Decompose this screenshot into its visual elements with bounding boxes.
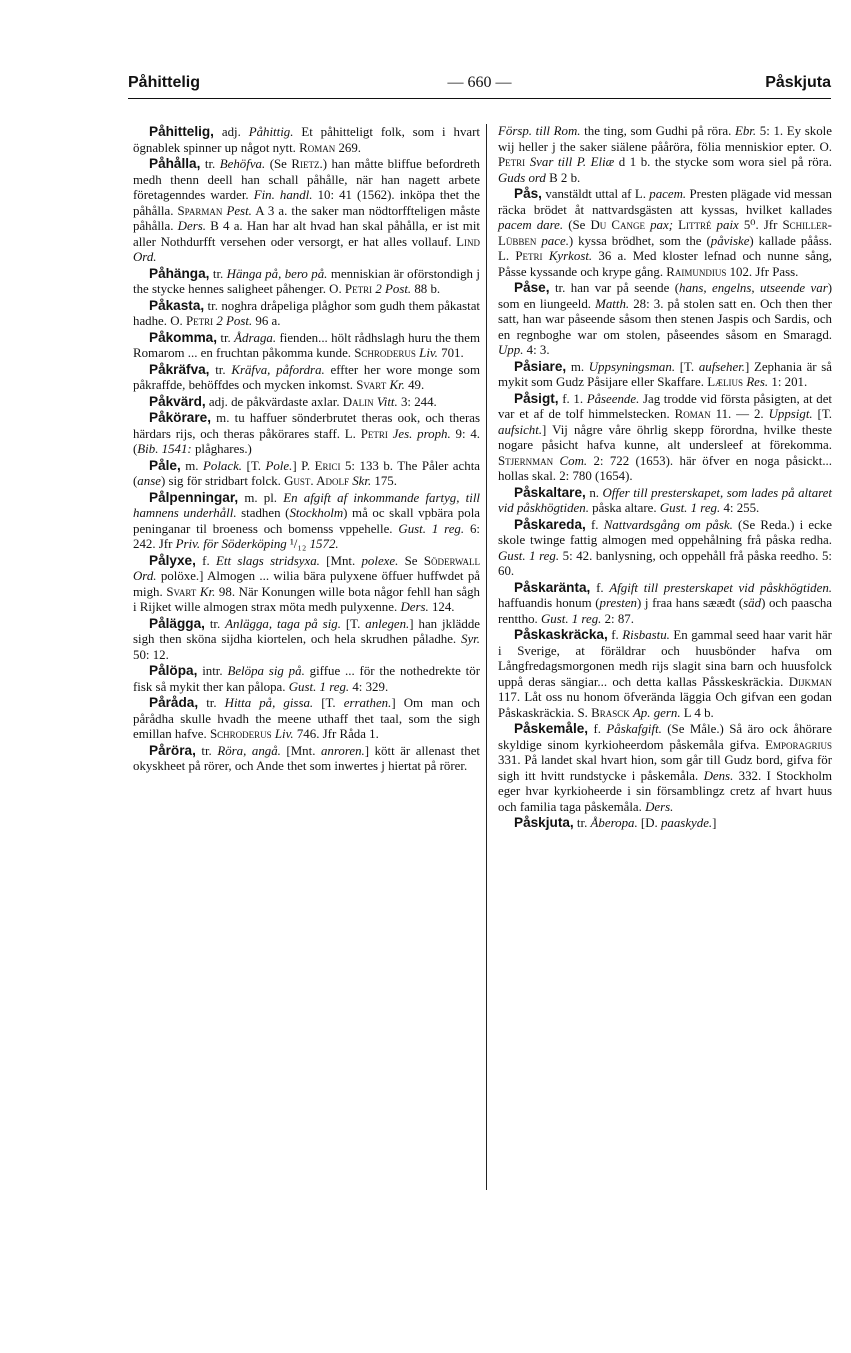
entry-italic-text: Syr. [461, 632, 480, 646]
entry-text: tr. [209, 362, 232, 377]
entry-text: 2: 722 (1653). här öfver en noga påsickt... hollas skal. 2: 780 (1654). [498, 453, 832, 483]
entry-text: f. [590, 580, 610, 595]
entry-text: polöxe.] Almogen ... wilia bära pulyxene öffuer huffwdet på migh. [133, 569, 480, 599]
entry-text: 9: 4. ( [133, 426, 480, 456]
entry-text: 36 a. Med kloster lefnad och nunne sång, Påsse kyssande och krype gång. [498, 249, 832, 279]
entry-text: 2: 87. [601, 611, 634, 626]
entry-text: Jag trodde vid första påsigten, at det var et af de tolf himmelstecken. [498, 391, 832, 421]
entry-author-smallcaps: Schiller-Lübben [498, 218, 832, 248]
entry-text: 4: 329. [349, 679, 389, 694]
entry-text: A 3 a. the saker man nödtorffteligen måste påhålla. [133, 203, 480, 233]
entry-text: 49. [404, 378, 425, 392]
entry-text: effter her wore monge som påkraffde, behöffdes och mycken inkomst. [133, 362, 480, 392]
entry-text: adj. [213, 125, 249, 139]
entry-author-smallcaps: Svart [356, 378, 387, 392]
entry-author-smallcaps: Söderwall [423, 553, 480, 568]
entry-text: the ting, som Gudhi på röra. [580, 124, 735, 138]
entry-headword: Påsiare, [514, 358, 567, 374]
left-column [133, 124, 480, 775]
entry-italic-text: Hänga på, bero på. [226, 266, 328, 281]
entry-italic-text: Polack. [203, 458, 243, 473]
entry-author-smallcaps: Petri [344, 282, 373, 296]
entry-text: [T. [812, 407, 832, 421]
entry-headword: Pålägga, [149, 615, 205, 631]
entry-text: 117. Låt oss nu honom öfverända läggia Och gifvan een godan Påskaskräckia. S. [498, 690, 832, 720]
entry-text: 96 a. [252, 314, 281, 328]
entry-italic-text: Ett slags stridsyxa. [215, 553, 320, 568]
running-head-left-headword: Påhittelig [128, 74, 201, 91]
entry-italic-text: aufsicht. [498, 422, 543, 437]
entry-text: 28: 3. på stolen satt en. Och then ther satt, han war påseende såsom then stenen Jaspis och Sardis, och en regnboghe war om stolen, påseendes såsom en Smaragd. [498, 296, 832, 342]
entry-italic-text: Gust. 1 reg. [398, 521, 465, 536]
entry-italic-text: anlegen. [365, 616, 410, 631]
entry-text: ] P. [292, 458, 315, 473]
entry-text: 102. Jfr Pass. [726, 264, 799, 279]
entry-italic-text: Anlägga, taga på sig. [225, 616, 341, 631]
entry-italic-text: Kr. [199, 584, 216, 599]
entry-italic-text: presten [599, 596, 637, 610]
entry-headword: Påsigt, [514, 390, 559, 406]
entry-italic-text: Liv. [274, 727, 294, 741]
entry-text: 5: 133 b. The Påler achta ( [133, 458, 480, 488]
entry-author-smallcaps: Petri [360, 426, 388, 441]
entry-italic-text: Stockholm [289, 506, 344, 520]
entry-italic-text: errathen. [343, 696, 392, 710]
dictionary-entry [133, 394, 480, 411]
entry-text: tr. [209, 266, 227, 281]
dictionary-entry [498, 721, 832, 815]
entry-text: 124. [428, 600, 455, 614]
entry-text: [T. [340, 616, 366, 631]
entry-italic-text: Ders. [400, 600, 429, 614]
entry-italic-text: Ebr. [734, 124, 757, 138]
entry-italic-text: Nattvardsgång om påsk. [603, 517, 733, 532]
dictionary-entry [498, 815, 832, 832]
entry-text: ) kyssa brödhet, som the ( [568, 233, 711, 248]
entry-italic-text: Påskafgift. [606, 722, 662, 736]
entry-text: ] Zephania är så mykit som Gudz Påsijare eller Skaffare. [498, 359, 832, 389]
entry-headword: Påhittelig, [149, 124, 214, 139]
entry-author-smallcaps: Raimundius [666, 264, 727, 279]
entry-headword: Påråda, [149, 695, 199, 710]
dictionary-entry [133, 616, 480, 664]
entry-italic-text: Res. [746, 375, 769, 389]
dictionary-entry [498, 359, 832, 391]
entry-author-smallcaps: Stjernman [498, 453, 554, 468]
entry-italic-text: hans, engelns, utseende var [679, 281, 828, 295]
entry-italic-text: 2 Post. [216, 314, 253, 328]
dictionary-entry [498, 580, 832, 628]
entry-text: En gammal seed haar varit här i Sverige, at föräldrar och huusbönder hafva om Långfredagsmorgonen medh rijs slagit sina barn och huusfolck uppå deras sängiar... och detta kallas Påsskeskräckia. [498, 628, 832, 689]
dictionary-entry [498, 391, 832, 485]
entry-text: stadhen ( [236, 506, 290, 520]
entry-italic-text: Afgift till presterskapet vid påskhögtiden. [609, 580, 832, 595]
entry-author-smallcaps: Emporagrius [765, 737, 832, 752]
entry-italic-text: pacem dare. [498, 218, 564, 232]
entry-italic-text: Upp. [498, 343, 524, 357]
entry-text: [D. [637, 816, 661, 830]
dictionary-entry [133, 553, 480, 616]
entry-text: f. [607, 628, 623, 642]
entry-text: 331. På landet skal hvart hion, som går till Gudz bord, gifva för sigh itt hvitt rundstycke i påskemåla. [498, 753, 832, 783]
entry-italic-text: Skr. [352, 474, 372, 488]
entry-text: fienden... hölt rådhslagh huru the them Romarom ... en fruchtan påkomma kunde. [133, 330, 480, 360]
entry-author-smallcaps: Svart [166, 584, 197, 599]
entry-italic-text: Gust. 1 reg. [498, 548, 560, 563]
entry-italic-text: Påseende. [586, 391, 640, 406]
entry-italic-text: Kyrkost. [548, 249, 593, 263]
entry-text: ] Vij någre våre öhrlig skepp förordna, hvilke theste nogare påsicht hafva kunne, alt undersleef at förekomma. [498, 422, 832, 452]
entry-author-smallcaps: Roman [299, 140, 336, 155]
entry-text: 98. När Konungen wille bota någor fehll han sågh i Rijket wille almogen strax möta medh pulyxenne. [133, 584, 481, 614]
entry-author-smallcaps: Lælius [707, 375, 744, 389]
dictionary-entry [133, 156, 480, 266]
dictionary-entry [133, 266, 480, 298]
entry-italic-text: Påhittig. [248, 125, 294, 139]
entry-text: ¹/₁₂ [286, 537, 310, 551]
dictionary-entry [133, 330, 480, 362]
entry-text: ] [712, 816, 717, 830]
entry-italic-text: 1572. [309, 537, 339, 551]
entry-text: tr. noghra dråpeliga plåghor som gudh them påkastat hadhe. O. [133, 298, 480, 328]
entry-headword: Påskaskräcka, [514, 627, 608, 642]
entry-text: [T. [313, 696, 344, 710]
entry-text: d 1 b. the stycke som wora siel på röra. [614, 155, 832, 169]
entry-text: tr. [204, 616, 226, 631]
right-column [498, 124, 832, 832]
entry-author-smallcaps: Sparman [177, 203, 223, 218]
entry-italic-text: Pest. [226, 203, 252, 218]
entry-headword: Påkörare, [149, 410, 211, 425]
entry-headword: Påse, [514, 280, 550, 295]
entry-continuation [498, 124, 832, 186]
entry-italic-text: paix [716, 218, 739, 232]
entry-italic-text: Belöpa sig på. [227, 664, 305, 678]
entry-text: plåghares.) [191, 442, 252, 456]
entry-author-smallcaps: Roman [674, 407, 711, 421]
entry-text: 11. — 2. [710, 407, 769, 421]
entry-italic-text: Com. [559, 453, 588, 468]
entry-text: ) som en liungeeld. [498, 281, 833, 311]
entry-headword: Påkräfva, [149, 361, 210, 377]
entry-author-smallcaps: Schroderus [209, 727, 272, 741]
entry-headword: Påskemåle, [514, 721, 589, 736]
entry-text: 5⁰. Jfr [738, 218, 783, 232]
entry-text: Et påhitteligt folk, som i hvart ögnablek spinner up något nytt. [133, 125, 480, 155]
entry-text: 746. Jfr Råda 1. [293, 727, 379, 741]
dictionary-entry [133, 362, 480, 394]
entry-author-smallcaps: Lind [456, 234, 480, 249]
entry-text: L 4 b. [680, 705, 714, 720]
entry-italic-text: Hitta på, gissa. [224, 696, 314, 710]
entry-italic-text: Liv. [419, 346, 438, 360]
entry-italic-text: pace. [541, 233, 569, 248]
entry-headword: Påhänga, [149, 265, 210, 281]
entry-italic-text: Ap. gern. [632, 705, 681, 720]
entry-text: m. tu haffuer sönderbrutet theras ook, och theras härdars rijs, och theras påkörares staff. L. [133, 411, 480, 441]
entry-headword: Påhålla, [149, 156, 201, 171]
entry-author-smallcaps: Gust. Adolf [284, 474, 349, 488]
entry-text: 3: 244. [397, 394, 437, 409]
entry-italic-text: Guds ord [498, 170, 546, 185]
entry-italic-text: pax; [650, 218, 673, 232]
entry-italic-text: anroren. [320, 743, 365, 758]
entry-text: 4: 3. [523, 343, 550, 357]
entry-headword: Pålyxe, [149, 552, 196, 568]
entry-italic-text: säd [743, 596, 762, 610]
entry-text: tr. [198, 696, 225, 710]
entry-text: ) j fraa hans sææđt ( [637, 596, 744, 610]
entry-text: påska altare. [588, 501, 660, 515]
entry-text: 701. [437, 346, 464, 360]
entry-italic-text: Ders. [645, 799, 674, 814]
entry-italic-text: En afgift af inkommande fartyg, till hamnens underhåll. [133, 490, 480, 520]
entry-text: Se [398, 553, 424, 568]
dictionary-entry [498, 627, 832, 721]
entry-text: .) han måtte bliffue befordreth medh thenn deell han schall påhålle, när han nagett arbete företagenndes warder. [133, 157, 480, 202]
entry-italic-text: Vitt. [376, 394, 398, 409]
entry-text: ) sig för stridbart folck. [160, 474, 285, 488]
entry-text: intr. [197, 664, 228, 678]
entry-text: (Se [265, 157, 292, 171]
entry-headword: Påskareda, [514, 516, 586, 532]
entry-author-smallcaps: Rietz [291, 157, 320, 171]
entry-headword: Påkasta, [149, 297, 205, 313]
entry-italic-text: Försp. till Rom. [498, 124, 581, 138]
dictionary-entry [498, 186, 832, 280]
entry-text: haffuandis honum ( [498, 596, 600, 610]
entry-text: f. [195, 553, 216, 568]
entry-text: vanstäldt uttal af L. [541, 187, 650, 201]
header-rule [128, 98, 831, 99]
entry-italic-text: Gust. 1 reg. [540, 611, 602, 626]
entry-italic-text: Fin. handl. [253, 188, 313, 202]
running-head [128, 72, 831, 98]
entry-text: tr. [573, 816, 591, 830]
entry-italic-text: anse [137, 474, 161, 488]
entry-italic-text: påviske [710, 233, 750, 248]
entry-author-smallcaps: Petri [515, 249, 543, 263]
entry-italic-text: Ders. [177, 219, 206, 233]
entry-text: f. [585, 517, 604, 532]
entry-italic-text: Kräfva, påfordra. [231, 362, 325, 377]
entry-text: ) må oc skall vpbära pola peninganar til broeness och bomenss vppehelle. [133, 506, 481, 536]
entry-headword: Påskaltare, [514, 484, 586, 500]
dictionary-entry [498, 517, 832, 580]
entry-text: m. pl. [238, 490, 284, 505]
entry-italic-text: Röra, angå. [217, 743, 281, 758]
entry-headword: Påskaränta, [514, 579, 591, 595]
entry-headword: Påle, [149, 457, 181, 473]
entry-author-smallcaps: Du Cange [590, 218, 645, 232]
dictionary-entry [133, 410, 480, 458]
entry-text: 269. [335, 140, 362, 155]
dictionary-entry [133, 743, 480, 775]
entry-italic-text: Priv. för Söderköping [175, 537, 287, 551]
entry-text: 5: 42. banlysning, och oppehåll frå påska reedho. 5: 60. [498, 548, 832, 578]
entry-italic-text: Uppsigt. [768, 407, 813, 421]
dictionary-entry [133, 458, 480, 490]
entry-italic-text: aufseher. [698, 359, 745, 374]
entry-italic-text: polexe. [361, 553, 399, 568]
entry-text: menniskian är oförstondigh j the stycke hennes saligheet påhenger. O. [133, 266, 480, 296]
entry-author-smallcaps: Petri [185, 314, 214, 328]
entry-text: f. 1. [558, 391, 587, 406]
entry-text: 10: 41 (1562). inköpa thet the påhålla. [133, 188, 480, 218]
entry-italic-text: Ord. [133, 569, 157, 583]
entry-headword: Pås, [514, 186, 542, 201]
entry-text: 332. I Stockholm eger hvar kyrkioheerde i sin församblingz cretz af hvart huus och familia taga påskemåla. [498, 768, 832, 814]
entry-text: f. [588, 722, 607, 736]
entry-italic-text: Ord. [133, 250, 157, 264]
entry-text: [T. [675, 359, 699, 374]
entry-text: n. [585, 485, 603, 500]
dictionary-entry [133, 490, 480, 553]
entry-text: Presten plägade vid messan räcka brödet åt nattvardsgästen att kyssas, hvilket kallades [498, 187, 832, 217]
dictionary-entry [133, 695, 480, 743]
entry-italic-text: Offer till presterskapet, som lades på altaret vid påskhögtiden. [498, 485, 832, 515]
entry-italic-text: Uppsyningsman. [588, 359, 676, 374]
entry-text: 50: 12. [133, 647, 169, 662]
entry-italic-text: paaskyde. [660, 816, 713, 830]
entry-text: [Mnt. [319, 553, 362, 568]
entry-text: tr. han var på seende ( [549, 281, 680, 295]
entry-text: tr. [200, 157, 220, 171]
entry-italic-text: Ådraga. [234, 330, 277, 345]
entry-text: giffue ... för the nothedrekte tör fisk så mykit ther kan pålopa. [133, 664, 481, 694]
entry-text: ) och paascha renttho. [498, 596, 832, 626]
entry-headword: Påkomma, [149, 329, 218, 345]
entry-text: [Mnt. [280, 743, 321, 758]
entry-italic-text: Åberopa. [590, 816, 638, 830]
entry-author-smallcaps: Petri [498, 155, 526, 169]
entry-text: ] Om man och pårådha skulle hvadh the meene uthaff thet taal, som the sigh emillan hafve. [133, 696, 480, 741]
entry-italic-text: 2 Post. [375, 282, 412, 296]
entry-text: (Se [563, 218, 591, 232]
dictionary-entry [133, 124, 480, 156]
entry-text: 6: 242. Jfr [133, 521, 481, 551]
page-number: — 660 — [447, 74, 512, 91]
dictionary-entry [133, 663, 480, 695]
dictionary-entry [133, 298, 480, 330]
column-divider [486, 124, 487, 1190]
entry-text: m. [180, 458, 204, 473]
entry-text: B 2 b. [545, 170, 581, 185]
running-head-right-headword: Påskjuta [765, 74, 831, 91]
entry-italic-text: Jes. proph. [392, 426, 451, 441]
entry-text: 5: 1. Ey skole wij heller j the saker siälene pååröra, fölia menniskior epter. O. [498, 124, 832, 154]
entry-author-smallcaps: Dalin [342, 394, 374, 409]
entry-text: tr. [217, 330, 235, 345]
entry-author-smallcaps: Dijkman [788, 674, 832, 689]
dictionary-entry [498, 485, 832, 517]
entry-headword: Påkvärd, [149, 393, 206, 409]
entry-italic-text: Svar till P. Eliæ [529, 155, 615, 169]
entry-italic-text: Matth. [595, 296, 630, 311]
entry-text: [T. [242, 458, 266, 473]
dictionary-entry [498, 280, 832, 359]
entry-author-smallcaps: Brasck [591, 705, 630, 720]
entry-text: ] kött är allenast thet okyskheet på rörer, och Ande thet som inwertes j hiertat på rörer. [133, 743, 480, 773]
entry-text: adj. de påkvärdaste axlar. [205, 394, 343, 409]
entry-italic-text: Dens. [703, 768, 734, 783]
entry-text: B 4 a. Han har alt hvad han skal påhålla, er ist mit aller Nothdurfft versehen oder versorgt, er hat alles vollauf. [133, 219, 480, 249]
entry-text: 1: 201. [768, 375, 808, 389]
entry-author-smallcaps: Erici [314, 458, 341, 473]
entry-italic-text: Pole. [265, 458, 293, 473]
entry-text: 175. [371, 474, 397, 488]
entry-text: (Se Reda.) i ecke skole twinge fattig almogen med oppehålning frå påska redha. [498, 517, 832, 547]
entry-author-smallcaps: Littré [678, 218, 712, 232]
entry-italic-text: pacem. [649, 187, 687, 201]
entry-text: ] han jklädde sigh then sköna sijdha kiortelen, och hela skrudhen påladhe. [133, 616, 480, 646]
entry-headword: Pålpenningar, [149, 489, 239, 505]
entry-text: 4: 255. [720, 501, 760, 515]
entry-headword: Påröra, [149, 742, 196, 758]
entry-italic-text: Gust. 1 reg. [288, 679, 350, 694]
entry-italic-text: Risbastu. [622, 628, 670, 642]
entry-text: ) kallade pååss. L. [498, 233, 832, 263]
entry-text: (Se Måle.) Så äro ock åhörare skyldige sinom kyrkioheerdom påskemåla gifva. [498, 722, 832, 752]
entry-text: tr. [195, 743, 218, 758]
entry-italic-text: Behöfva. [219, 157, 266, 171]
entry-italic-text: Gust. 1 reg. [659, 501, 721, 515]
entry-italic-text: Bib. 1541: [137, 442, 192, 456]
entry-text: 88 b. [411, 282, 441, 296]
entry-text: m. [566, 359, 589, 374]
entry-headword: Påskjuta, [514, 815, 574, 830]
entry-headword: Pålöpa, [149, 663, 198, 678]
entry-italic-text: Kr. [389, 378, 405, 392]
entry-author-smallcaps: Schroderus [354, 346, 416, 360]
